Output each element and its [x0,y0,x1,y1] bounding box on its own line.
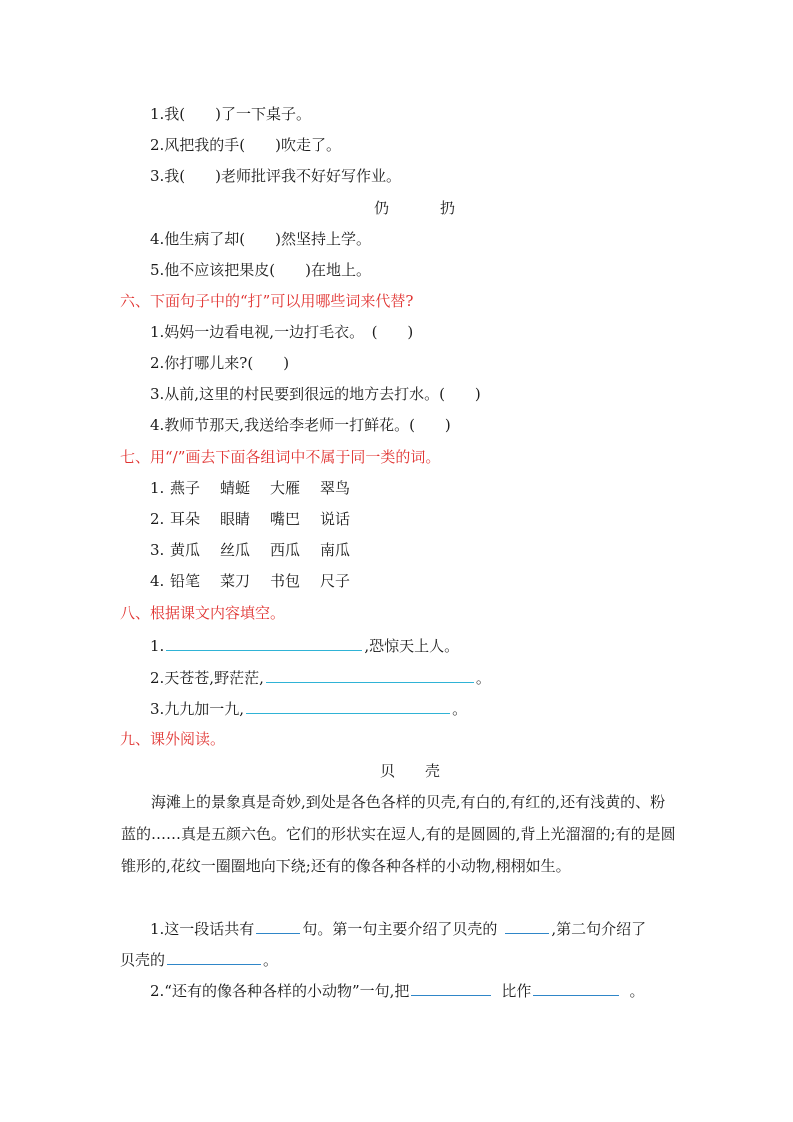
fill-item [150,634,459,656]
word-option: 扔 [440,199,456,217]
word: 丝瓜 [220,541,251,559]
word-group [150,509,370,529]
word: 南瓜 [320,541,351,559]
q-text: 比作 [501,982,532,1000]
word: 眼睛 [220,510,251,528]
word-group [150,478,370,498]
question-item: 2.风把我的手( )吹走了。 [150,136,342,154]
q-text: 贝壳的 [120,951,166,969]
word: 书包 [270,572,301,590]
word-option: 仍 [374,199,390,217]
group-number: 2. [150,510,165,528]
section-title: 七、用“/”画去下面各组词中不属于同一类的词。 [120,448,441,466]
word-group [150,540,370,560]
group-number: 4. [150,572,165,590]
fill-item [150,697,467,719]
q-text: 1.这一段话共有 [150,920,255,938]
word: 黄瓜 [170,541,201,559]
q-text: 。 [263,951,279,969]
question-item: 3.从前,这里的村民要到很远的地方去打水。( ) [150,385,481,403]
group-number: 1. [150,479,165,497]
section-title: 六、下面句子中的“打”可以用哪些词来代替? [120,292,414,310]
word: 铅笔 [170,572,201,590]
answer-blank[interactable] [533,979,619,996]
word: 西瓜 [270,541,301,559]
answer-blank[interactable] [411,979,491,996]
fill-suffix: 。 [475,669,491,687]
word: 菜刀 [220,572,251,590]
fill-prefix: 1. [150,637,165,655]
question-item: 5.他不应该把果皮( )在地上。 [150,261,372,279]
word: 蜻蜓 [220,479,251,497]
fill-prefix: 3.九九加一九, [150,700,245,718]
answer-blank[interactable] [166,634,362,651]
answer-blank[interactable] [167,948,261,965]
reading-question [150,979,644,1001]
reading-question [150,917,646,939]
fill-prefix: 2.天苍苍,野茫茫, [150,669,264,687]
passage-title: 贝 壳 [380,762,441,780]
section-title: 八、根据课文内容填空。 [120,604,286,622]
word: 翠鸟 [320,479,351,497]
fill-suffix: ,恐惊天上人。 [364,637,460,655]
q-text: ,第二句介绍了 [551,920,647,938]
word: 嘴巴 [270,510,301,528]
fill-item [150,666,491,688]
question-item: 2.你打哪儿来?( ) [150,354,290,372]
question-item: 4.教师节那天,我送给李老师一打鲜花。( ) [150,416,451,434]
word-group [150,571,370,591]
fill-suffix: 。 [452,700,468,718]
group-number: 3. [150,541,165,559]
reading-question-cont [120,948,278,970]
answer-blank[interactable] [256,917,300,934]
word: 说话 [320,510,351,528]
answer-blank[interactable] [505,917,549,934]
section-title: 九、课外阅读。 [120,730,226,748]
word: 耳朵 [170,510,201,528]
question-item: 1.妈妈一边看电视,一边打毛衣。 ( ) [150,323,414,341]
q-text: 句。第一句主要介绍了贝壳的 [302,920,498,938]
answer-blank[interactable] [246,697,450,714]
q-text: 2.“还有的像各种各样的小动物”一句,把 [150,982,410,1000]
word: 燕子 [170,479,201,497]
question-item: 3.我( )老师批评我不好好写作业。 [150,167,402,185]
reading-passage: 海滩上的景象真是奇妙,到处是各色各样的贝壳,有白的,有红的,还有浅黄的、粉蓝的……真是五颜六色。它们的形状实在逗人,有的是圆圆的,背上光溜溜的;有的是圆锥形的,花纹一圈圈地向下绕;还有的像各种各样的小动物,栩栩如生。 [121,793,676,875]
answer-blank[interactable] [266,666,474,683]
question-item: 4.他生病了却( )然坚持上学。 [150,230,372,248]
q-text: 。 [629,982,645,1000]
question-item: 1.我( )了一下桌子。 [150,105,312,123]
word: 大雁 [270,479,301,497]
word: 尺子 [320,572,351,590]
